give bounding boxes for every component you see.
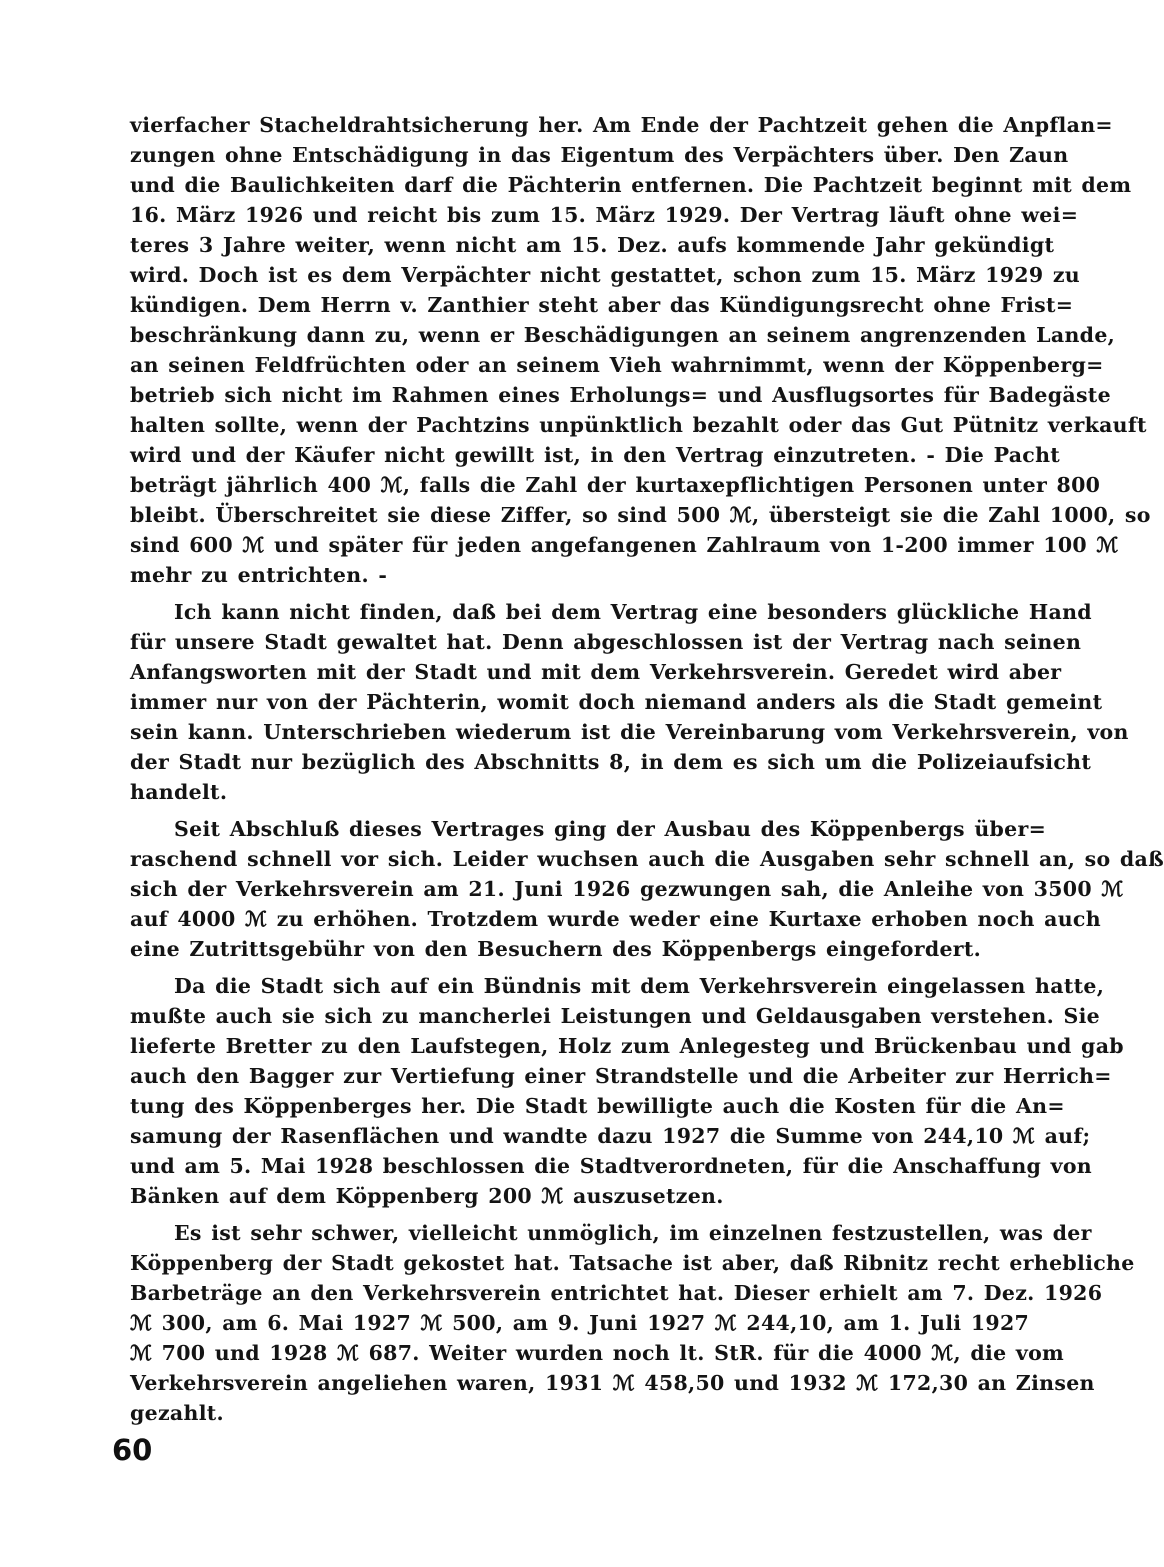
paragraph [130, 110, 1151, 590]
text-line: und am 5. Mai 1928 beschlossen die Stadtverordneten, für die Anschaffung von [130, 1154, 1093, 1178]
paragraph [130, 814, 1164, 964]
text-line: Da die Stadt sich auf ein Bündnis mit dem Verkehrsverein eingelassen hatte, [174, 974, 1105, 998]
paragraph-gap [130, 1211, 986, 1218]
body-text [130, 110, 1164, 1428]
text-line: auch den Bagger zur Vertiefung einer Strandstelle und die Arbeiter zur Herrich= [130, 1064, 1112, 1088]
text-line: und die Baulichkeiten darf die Pächterin entfernen. Die Pachtzeit beginnt mit dem [130, 173, 1132, 197]
text-line: raschend schnell vor sich. Leider wuchsen auch die Ausgaben sehr schnell an, so daß [130, 847, 1164, 871]
text-line: eine Zutrittsgebühr von den Besuchern des Köppenbergs eingefordert. [130, 937, 982, 961]
text-line: Anfangsworten mit der Stadt und mit dem Verkehrsverein. Geredet wird aber [130, 660, 1062, 684]
paragraph [130, 1218, 1135, 1428]
text-line: Verkehrsverein angeliehen waren, 1931 ℳ 458,50 und 1932 ℳ 172,30 an Zinsen [130, 1371, 1095, 1395]
paragraph-gap [130, 590, 986, 597]
text-line: Ich kann nicht finden, daß bei dem Vertrag eine besonders glückliche Hand [174, 600, 1092, 624]
text-line: kündigen. Dem Herrn v. Zanthier steht aber das Kündigungsrecht ohne Frist= [130, 293, 1074, 317]
text-line: lieferte Bretter zu den Laufstegen, Holz zum Anlegesteg und Brückenbau und gab [130, 1034, 1124, 1058]
text-line: der Stadt nur bezüglich des Abschnitts 8, in dem es sich um die Polizeiaufsicht [130, 750, 1092, 774]
text-line: Barbeträge an den Verkehrsverein entrichtet hat. Dieser erhielt am 7. Dez. 1926 [130, 1281, 1103, 1305]
text-line: ℳ 300, am 6. Mai 1927 ℳ 500, am 9. Juni 1927 ℳ 244,10, am 1. Juli 1927 [130, 1311, 1030, 1335]
text-line: halten sollte, wenn der Pachtzins unpünktlich bezahlt oder das Gut Pütnitz verkauft [130, 413, 1147, 437]
text-line: Seit Abschluß dieses Vertrages ging der Ausbau des Köppenbergs über= [174, 817, 1047, 841]
paragraph-gap [130, 807, 986, 814]
text-line: mußte auch sie sich zu mancherlei Leistungen und Geldausgaben verstehen. Sie [130, 1004, 1101, 1028]
text-line: bleibt. Überschreitet sie diese Ziffer, so sind 500 ℳ, übersteigt sie die Zahl 1000, so [130, 503, 1151, 527]
text-line: sein kann. Unterschrieben wiederum ist die Vereinbarung vom Verkehrsverein, von [130, 720, 1129, 744]
text-line: sind 600 ℳ und später für jeden angefangenen Zahlraum von 1-200 immer 100 ℳ [130, 533, 1119, 557]
text-line: mehr zu entrichten. - [130, 563, 388, 587]
text-line: betrieb sich nicht im Rahmen eines Erholungs= und Ausflugsortes für Badegäste [130, 383, 1111, 407]
text-line: Bänken auf dem Köppenberg 200 ℳ auszusetzen. [130, 1184, 724, 1208]
text-line: zungen ohne Entschädigung in das Eigentum des Verpächters über. Den Zaun [130, 143, 1069, 167]
text-line: teres 3 Jahre weiter, wenn nicht am 15. Dez. aufs kommende Jahr gekündigt [130, 233, 1055, 257]
text-line: ℳ 700 und 1928 ℳ 687. Weiter wurden noch lt. StR. für die 4000 ℳ, die vom [130, 1341, 1065, 1365]
text-line: sich der Verkehrsverein am 21. Juni 1926 gezwungen sah, die Anleihe von 3500 ℳ [130, 877, 1124, 901]
page-number: 60 [112, 1433, 153, 1467]
paragraph-gap [130, 964, 986, 971]
text-line: Es ist sehr schwer, vielleicht unmöglich, im einzelnen festzustellen, was der [174, 1221, 1092, 1245]
paragraph [130, 597, 1129, 807]
text-line: vierfacher Stacheldrahtsicherung her. Am Ende der Pachtzeit gehen die Anpflan= [130, 113, 1113, 137]
text-line: Köppenberg der Stadt gekostet hat. Tatsache ist aber, daß Ribnitz recht erhebliche [130, 1251, 1135, 1275]
text-line: beträgt jährlich 400 ℳ, falls die Zahl der kurtaxepflichtigen Personen unter 800 [130, 473, 1101, 497]
text-line: für unsere Stadt gewaltet hat. Denn abgeschlossen ist der Vertrag nach seinen [130, 630, 1082, 654]
text-line: beschränkung dann zu, wenn er Beschädigungen an seinem angrenzenden Lande, [130, 323, 1116, 347]
text-line: handelt. [130, 780, 228, 804]
text-line: wird und der Käufer nicht gewillt ist, in den Vertrag einzutreten. - Die Pacht [130, 443, 1061, 467]
text-line: immer nur von der Pächterin, womit doch niemand anders als die Stadt gemeint [130, 690, 1103, 714]
text-line: wird. Doch ist es dem Verpächter nicht gestattet, schon zum 15. März 1929 zu [130, 263, 1080, 287]
text-line: samung der Rasenflächen und wandte dazu 1927 die Summe von 244,10 ℳ auf; [130, 1124, 1091, 1148]
text-line: 16. März 1926 und reicht bis zum 15. März 1929. Der Vertrag läuft ohne wei= [130, 203, 1079, 227]
text-line: auf 4000 ℳ zu erhöhen. Trotzdem wurde weder eine Kurtaxe erhoben noch auch [130, 907, 1101, 931]
text-line: an seinen Feldfrüchten oder an seinem Vieh wahrnimmt, wenn der Köppenberg= [130, 353, 1104, 377]
paragraph [130, 971, 1124, 1211]
text-line: gezahlt. [130, 1401, 224, 1425]
text-line: tung des Köppenberges her. Die Stadt bewilligte auch die Kosten für die An= [130, 1094, 1065, 1118]
